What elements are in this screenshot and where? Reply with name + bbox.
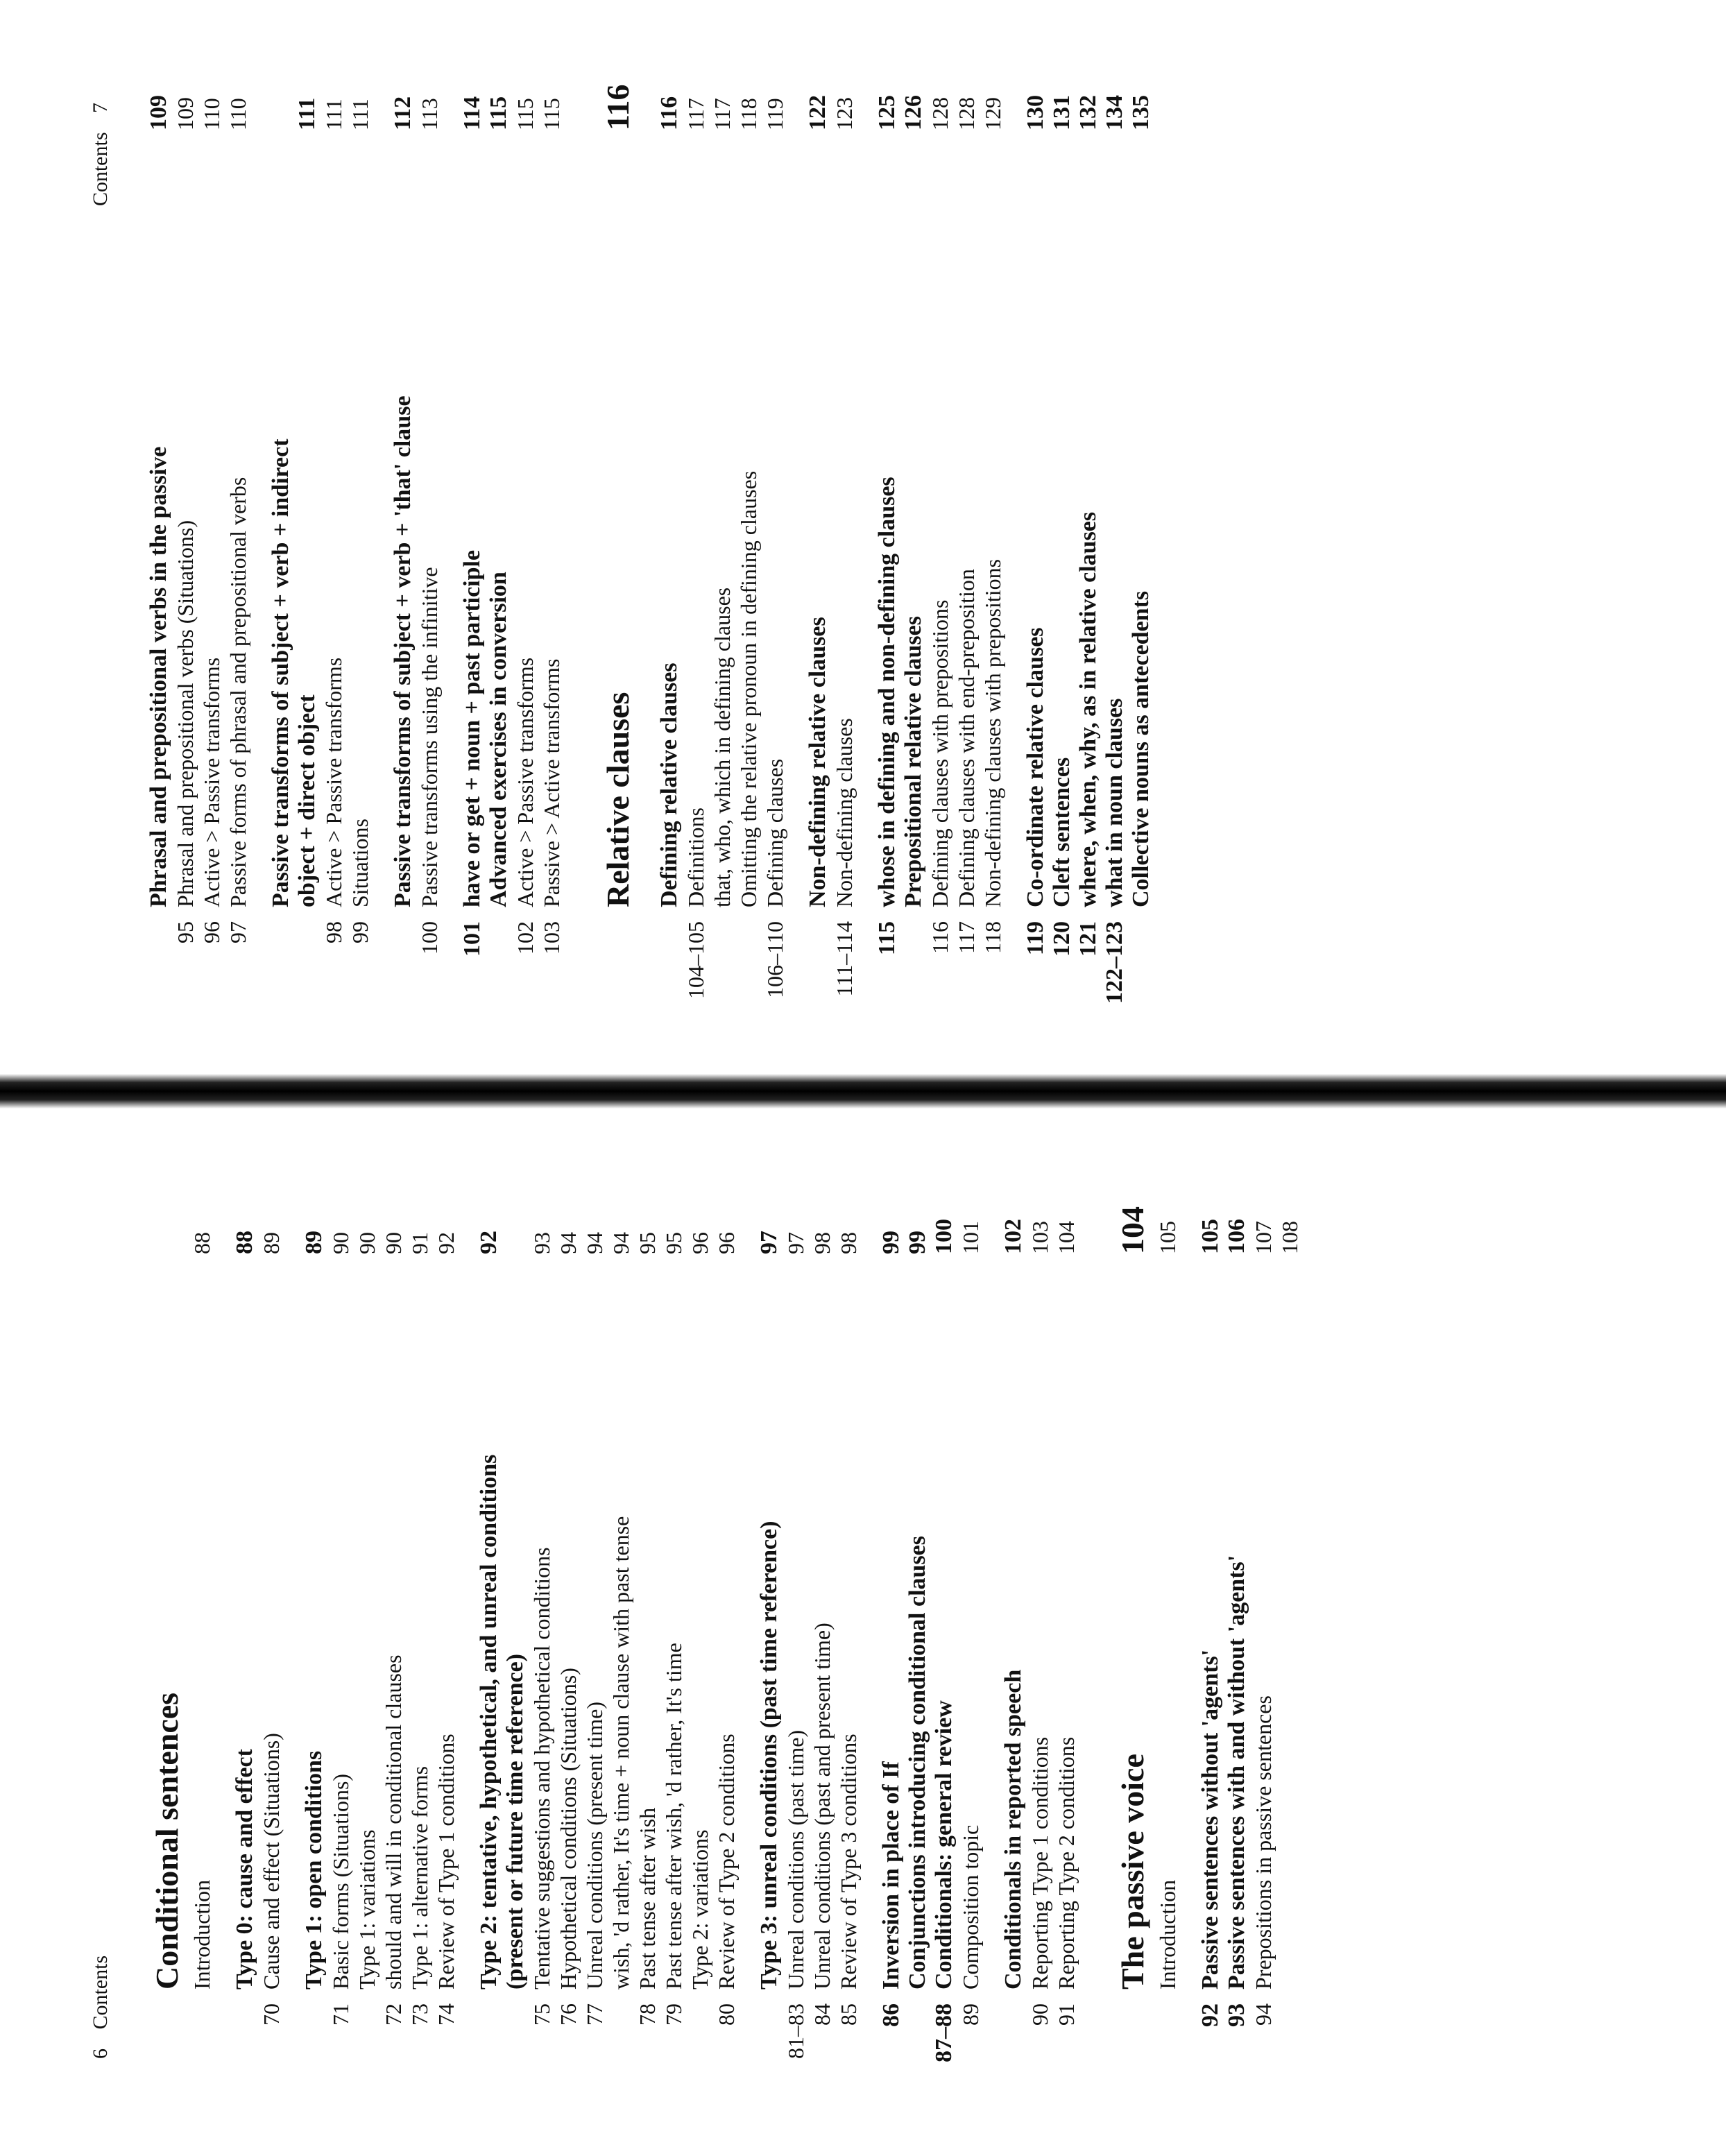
entry-page-number: 118 [736,98,761,130]
entry-page-number: 103 [1027,1221,1052,1254]
entry-page-number: 90 [381,1232,406,1254]
contents-entry [831,33,857,1046]
entry-title: whose in defining and non-defining clauses [874,477,900,907]
contents-entry [608,1143,634,2128]
contents-entry [512,33,538,1046]
entry-title: Basic forms (Situations) [328,1773,353,1990]
left-page [0,1143,1726,2128]
running-head: Contents [89,132,112,207]
entry-title: Prepositional relative clauses [900,616,926,907]
running-head: Contents [89,1955,112,2030]
contents-entry [581,1143,608,2128]
contents-entry [980,33,1006,1046]
entry-title: Non-defining relative clauses [805,617,830,907]
entry-page-number: 99 [905,1231,930,1254]
contents-entry [656,33,683,1046]
entry-title: Unreal conditions (past and present time) [810,1623,835,1990]
contents-entry [321,33,347,1046]
contents-entry [597,33,640,1046]
entry-page-number: 116 [600,84,635,130]
exercise-number: 78 [635,2003,660,2026]
exercise-number: 119 [1023,921,1048,956]
entry-page-number: 131 [1049,95,1075,130]
entry-page-number: 109 [173,97,198,130]
entry-page-number: 126 [900,95,926,130]
contents-entry [476,1143,502,2128]
entry-title: Defining clauses with end-preposition [954,569,979,907]
exercise-number: 111–114 [832,921,857,997]
contents-entry [225,33,251,1046]
exercise-number: 118 [980,921,1005,954]
entry-page-number: 104 [1054,1221,1079,1254]
entry-page-number: 122 [805,95,830,130]
entry-title: Collective nouns as antecedents [1128,590,1154,907]
contents-entry [301,1143,327,2128]
entry-title: Type 3: unreal conditions (past time reference) [756,1521,782,1990]
contents-entry [354,1143,380,2128]
contents-entry [380,1143,407,2128]
contents-entry [146,33,172,1046]
entry-page-number: 117 [683,98,708,130]
entry-title: Cleft sentences [1049,757,1075,907]
contents-entry [953,33,980,1046]
contents-entry [783,1143,809,2128]
entry-title: Type 1: alternative forms [407,1765,432,1990]
exercise-number: 97 [225,921,250,943]
entry-page-number: 111 [294,97,320,130]
exercise-number: 77 [582,2003,607,2026]
exercise-number: 116 [928,921,952,954]
entry-page-number: 115 [486,96,511,130]
contents-entry [416,33,443,1046]
entry-title: Review of Type 2 conditions [714,1734,739,1990]
contents-entry [294,33,321,1046]
entry-title: should and will in conditional clauses [381,1654,406,1990]
entry-title: Unreal conditions (past time) [783,1729,808,1990]
entry-title: object + direct object [294,694,320,907]
contents-entry [713,1143,740,2128]
contents-entry [927,33,953,1046]
entry-title: Passive > Active transforms [539,658,564,907]
entry-title: Active > Passive transforms [199,657,224,907]
entry-page-number: 135 [1128,95,1154,130]
entry-page-number: 98 [836,1232,861,1254]
entry-title: (present or future time reference) [502,1653,528,1990]
exercise-number: 120 [1049,921,1075,957]
entry-title: Passive sentences without 'agents' [1197,1649,1223,1990]
entry-page-number: 88 [189,1232,214,1254]
entry-page-number: 99 [878,1231,904,1254]
contents-entry [258,1143,284,2128]
entry-page-number: 94 [608,1232,633,1254]
contents-entry [687,1143,713,2128]
entry-page-number: 89 [259,1232,284,1254]
contents-entry [660,1143,687,2128]
contents-entry [1111,1143,1154,2128]
entry-page-number: 128 [928,97,952,130]
entry-title: Type 0: cause and effect [232,1749,257,1990]
entry-page-number: 91 [407,1232,432,1254]
entry-title: Reporting Type 2 conditions [1054,1736,1079,1990]
contents-entry [1023,33,1049,1046]
entry-title: Co-ordinate relative clauses [1023,627,1048,907]
contents-entry [634,1143,660,2128]
contents-entry [529,1143,555,2128]
entry-title: Conjunctions introducing conditional clauses [905,1535,930,1990]
contents-entry [327,1143,354,2128]
contents-entry [189,1143,215,2128]
entry-title: Conditional sentences [149,1692,185,1990]
contents-entry [931,1143,957,2128]
entry-page-number: 110 [199,98,224,130]
contents-entry [1049,33,1075,1046]
exercise-number: 104–105 [683,921,708,999]
exercise-number: 81–83 [783,2003,808,2059]
entry-title: Phrasal and prepositional verbs (Situations) [173,520,198,907]
page-number: 7 [89,103,112,113]
entry-page-number: 134 [1102,95,1127,130]
entry-page-number: 88 [232,1231,257,1254]
exercise-number: 90 [1027,2003,1052,2026]
entry-page-number: 94 [556,1232,581,1254]
exercise-number: 95 [173,921,198,943]
entry-title: Relative clauses [600,692,635,907]
entry-title: The passive voice [1115,1754,1150,1990]
exercise-number: 79 [661,2003,686,2026]
entry-title: Omitting the relative pronoun in defining clauses [736,470,761,907]
entry-page-number: 90 [354,1232,379,1254]
entry-title: Passive transforms of subject + verb + indirect [268,438,293,907]
entry-page-number: 106 [1224,1219,1249,1254]
entry-title: Past tense after wish [635,1807,660,1990]
entry-title: Advanced exercises in conversion [486,572,511,907]
exercise-number: 115 [874,921,900,956]
contents-entry [805,33,831,1046]
contents-entry [957,1143,984,2128]
entry-title: what in noun clauses [1102,698,1127,907]
entry-page-number: 110 [225,98,250,130]
entry-title: Type 1: variations [354,1829,379,1990]
exercise-number: 96 [199,921,224,943]
entry-title: wish, 'd rather, It's time + noun clause with past tense [608,1516,633,1990]
right-page-header [89,89,112,206]
contents-entry [555,1143,581,2128]
contents-entry [762,33,788,1046]
exercise-number: 91 [1054,2003,1079,2026]
entry-page-number: 94 [582,1232,607,1254]
exercise-number: 87–88 [931,2003,957,2062]
exercise-number: 76 [556,2003,581,2026]
entry-title: Past tense after wish, 'd rather, It's time [661,1643,686,1990]
entry-title: Situations [348,818,373,907]
entry-title: Prepositions in passive sentences [1251,1695,1276,1990]
exercise-number: 121 [1075,921,1101,957]
entry-page-number: 92 [476,1231,502,1254]
left-page-header [89,1956,112,2073]
entry-title: Reporting Type 1 conditions [1027,1736,1052,1990]
exercise-number: 72 [381,2003,406,2026]
entry-page-number: 117 [710,98,735,130]
entry-page-number: 115 [539,98,564,130]
entry-title: Passive forms of phrasal and prepositional verbs [225,477,250,907]
exercise-number: 89 [958,2003,983,2026]
contents-entry [390,33,416,1046]
exercise-number: 100 [417,921,442,955]
entry-page-number: 102 [1000,1219,1026,1254]
contents-entry [709,33,735,1046]
right-page [0,33,1726,1046]
contents-entry [1276,1143,1303,2128]
entry-page-number: 104 [1115,1206,1150,1254]
entry-title: Phrasal and prepositional verbs in the passive [146,446,171,907]
contents-entry [172,33,198,1046]
contents-entry [1224,1143,1250,2128]
contents-entry [538,33,565,1046]
entry-title: Non-defining clauses with prepositions [980,558,1005,907]
exercise-number: 117 [954,921,979,954]
contents-entry [502,1143,529,2128]
exercise-number: 73 [407,2003,432,2026]
contents-entry [198,33,225,1046]
entry-page-number: 119 [762,98,787,130]
entry-page-number: 97 [783,1232,808,1254]
exercise-number: 71 [328,2003,353,2026]
contents-entry [1250,1143,1276,2128]
contents-entry [433,1143,459,2128]
contents-entry [905,1143,931,2128]
entry-page-number: 109 [146,95,171,130]
entry-title: Non-defining clauses [832,718,857,907]
entry-page-number: 97 [756,1231,782,1254]
contents-entry [1053,1143,1079,2128]
contents-entry [146,1143,189,2128]
entry-page-number: 128 [954,97,979,130]
contents-entry [232,1143,258,2128]
entry-title: Active > Passive transforms [321,657,346,907]
entry-title: Composition topic [958,1824,983,1990]
contents-entry [1075,33,1102,1046]
entry-title: Introduction [189,1879,214,1990]
exercise-number: 70 [259,2003,284,2026]
entry-page-number: 125 [874,95,900,130]
contents-entry [1154,1143,1181,2128]
entry-page-number: 107 [1251,1221,1276,1254]
entry-page-number: 111 [321,99,346,130]
entry-page-number: 100 [931,1219,957,1254]
contents-entry [735,33,762,1046]
entry-title: Passive transforms using the infinitive [417,567,442,907]
exercise-number: 122–123 [1102,921,1127,1004]
entry-title: Tentative suggestions and hypothetical conditions [529,1547,554,1990]
contents-entry [1128,33,1154,1046]
exercise-number: 98 [321,921,346,943]
contents-entry [486,33,512,1046]
entry-page-number: 105 [1197,1219,1223,1254]
page-number: 6 [89,2048,112,2059]
entry-page-number: 132 [1075,95,1101,130]
entry-page-number: 101 [958,1221,983,1254]
exercise-number: 85 [836,2003,861,2026]
contents-entry [459,33,486,1046]
exercise-number: 101 [459,921,485,957]
entry-title: Inversion in place of If [878,1761,904,1990]
entry-page-number: 105 [1155,1221,1180,1254]
contents-entry [1197,1143,1224,2128]
entry-title: Active > Passive transforms [513,657,538,907]
entry-title: Type 1: open conditions [301,1750,327,1990]
entry-page-number: 93 [529,1232,554,1254]
entry-title: Type 2: tentative, hypothetical, and unreal conditions [476,1454,502,1990]
contents-entry [1000,1143,1027,2128]
contents-entry [1027,1143,1053,2128]
entry-page-number: 112 [390,96,416,130]
contents-list [146,1143,1303,2128]
contents-entry [407,1143,433,2128]
entry-title: Defining clauses with prepositions [928,599,952,907]
entry-page-number: 114 [459,96,485,130]
contents-entry [756,1143,783,2128]
entry-title: Definitions [683,807,708,907]
entry-page-number: 92 [434,1232,459,1254]
entry-page-number: 111 [348,99,373,130]
contents-entry [900,33,927,1046]
entry-title: Review of Type 3 conditions [836,1734,861,1990]
entry-page-number: 96 [687,1232,712,1254]
entry-page-number: 116 [656,96,682,130]
exercise-number: 99 [348,921,373,943]
entry-title: Introduction [1155,1879,1180,1990]
entry-title: Type 2: variations [687,1829,712,1990]
entry-page-number: 89 [301,1231,327,1254]
entry-title: Conditionals: general review [931,1700,957,1990]
entry-title: Review of Type 1 conditions [434,1734,459,1990]
book-gutter [0,1074,1726,1109]
contents-entry [683,33,709,1046]
entry-title: Defining relative clauses [656,662,682,907]
entry-title: Unreal conditions (present time) [582,1702,607,1990]
exercise-number: 84 [810,2003,835,2026]
contents-entry [878,1143,905,2128]
entry-page-number: 95 [635,1232,660,1254]
entry-page-number: 123 [832,97,857,130]
exercise-number: 102 [513,921,538,955]
entry-title: Cause and effect (Situations) [259,1733,284,1990]
entry-page-number: 108 [1277,1221,1302,1254]
entry-page-number: 130 [1023,95,1048,130]
contents-entry [835,1143,862,2128]
entry-page-number: 90 [328,1232,353,1254]
entry-title: that, who, which in defining clauses [710,587,735,907]
exercise-number: 103 [539,921,564,955]
exercise-number: 93 [1224,2003,1249,2027]
exercise-number: 80 [714,2003,739,2026]
contents-entry [809,1143,835,2128]
entry-title: Passive transforms of subject + verb + 'that' clause [390,395,416,907]
contents-list [146,33,1154,1046]
entry-page-number: 96 [714,1232,739,1254]
exercise-number: 86 [878,2003,904,2027]
entry-title: Conditionals in reported speech [1000,1669,1026,1990]
entry-page-number: 95 [661,1232,686,1254]
contents-entry [874,33,900,1046]
exercise-number: 106–110 [762,921,787,998]
entry-page-number: 129 [980,97,1005,130]
contents-entry [1102,33,1128,1046]
contents-entry [347,33,373,1046]
entry-title: where, when, why, as in relative clauses [1075,511,1101,907]
exercise-number: 74 [434,2003,459,2026]
entry-title: have or get + noun + past participle [459,549,485,907]
entry-page-number: 115 [513,98,538,130]
entry-title: Defining clauses [762,758,787,907]
contents-entry [268,33,294,1046]
entry-page-number: 113 [417,98,442,130]
exercise-number: 94 [1251,2003,1276,2026]
entry-title: Hypothetical conditions (Situations) [556,1668,581,1990]
exercise-number: 92 [1197,2003,1223,2027]
exercise-number: 75 [529,2003,554,2026]
entry-title: Passive sentences with and without 'agents' [1224,1555,1249,1990]
entry-page-number: 98 [810,1232,835,1254]
